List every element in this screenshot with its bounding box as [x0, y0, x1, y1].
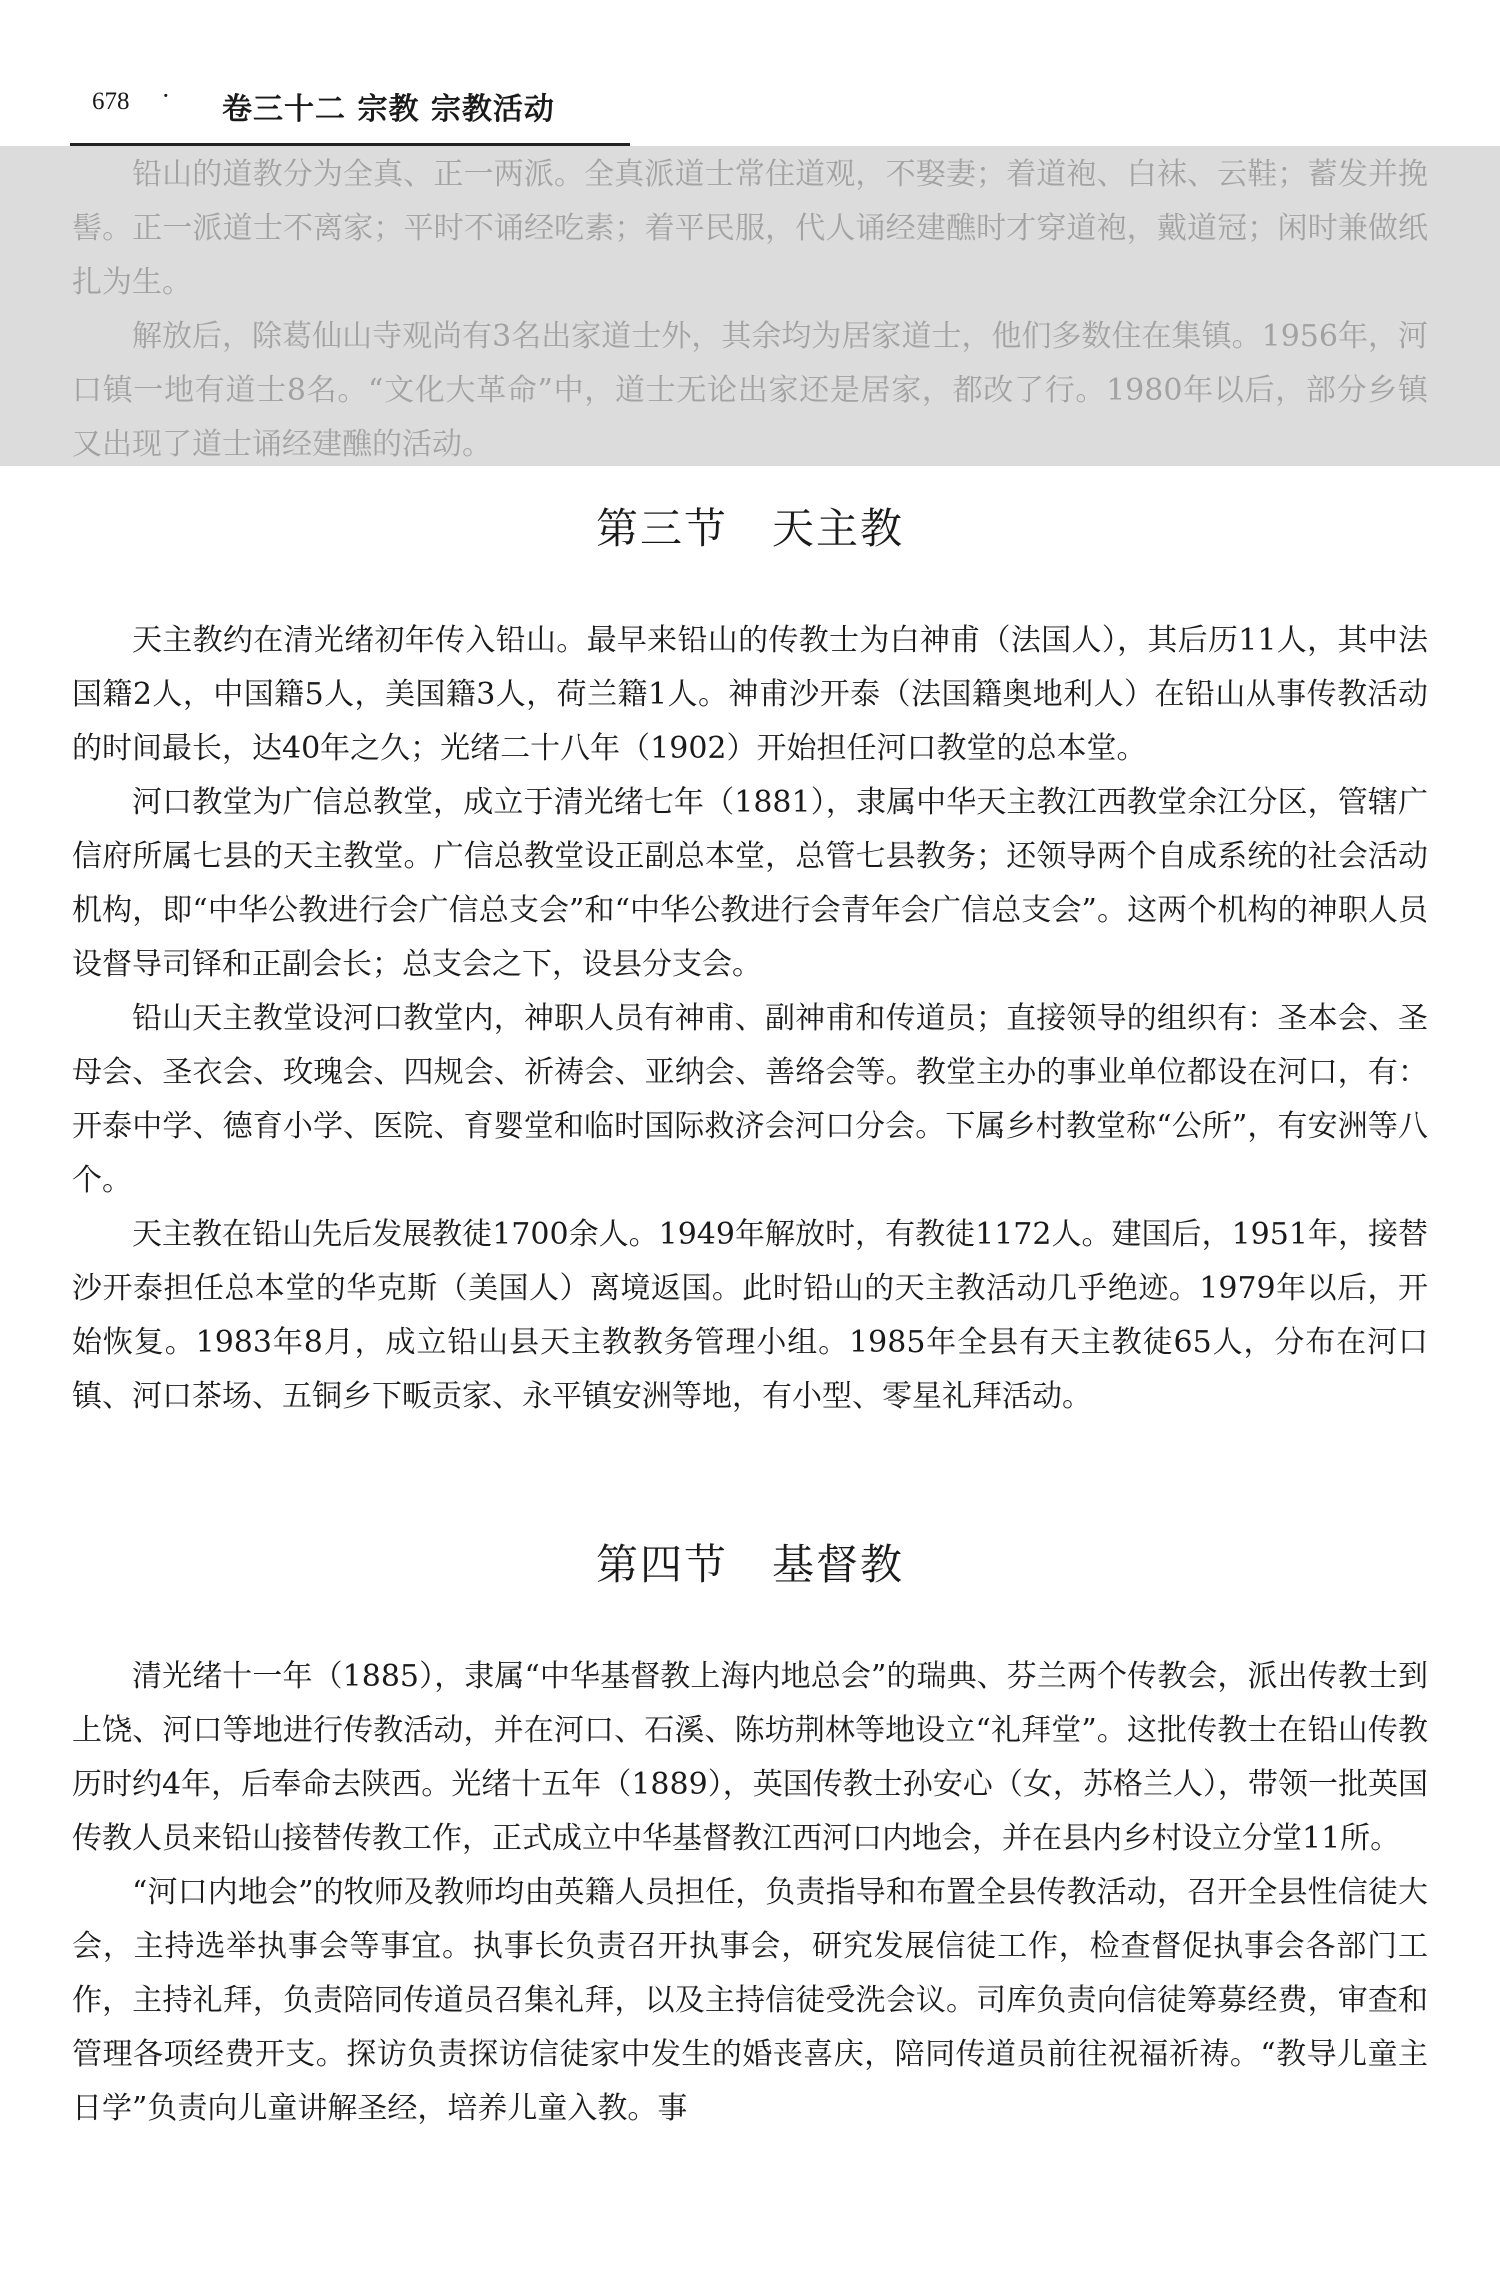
section-christianity-body [72, 1650, 1428, 2136]
page-header [70, 60, 630, 146]
paragraph: “河口内地会”的牧师及教师均由英籍人员担任，负责指导和布置全县传教活动，召开全县性信徒大会，主持选举执事会等事宜。执事长负责召开执事会，研究发展信徒工作，检查督促执事会各部门工作，主持礼拜，负责陪同传道员召集礼拜，以及主持信徒受洗会议。司库负责向信徒筹募经费，审查和管理各项经费开支。探访负责探访信徒家中发生的婚丧喜庆，陪同传道员前往祝福祈祷。“教导儿童主日学”负责向儿童讲解圣经，培养儿童入教。事 [72, 1875, 1428, 2126]
page-number: 678 [92, 88, 130, 115]
paragraph: 天主教在铅山先后发展教徒1700余人。1949年解放时，有教徒1172人。建国后，1951年，接替沙开泰担任总本堂的华克斯（美国人）离境返国。此时铅山的天主教活动几乎绝迹。1979年以后，开始恢复。1983年8月，成立铅山县天主教教务管理小组。1985年全县有天主教徒65人，分布在河口镇、河口茶场、五铜乡下畈贡家、永平镇安洲等地，有小型、零星礼拜活动。 [72, 1217, 1428, 1414]
faded-paragraph: 铅山的道教分为全真、正一两派。全真派道士常住道观，不娶妻；着道袍、白袜、云鞋；蓄发并挽髻。正一派道士不离家；平时不诵经吃素；着平民服，代人诵经建醮时才穿道袍，戴道冠；闲时兼做纸扎为生。 [72, 157, 1428, 300]
paragraph: 铅山天主教堂设河口教堂内，神职人员有神甫、副神甫和传道员；直接领导的组织有：圣本会、圣母会、圣衣会、玫瑰会、四规会、祈祷会、亚纳会、善络会等。教堂主办的事业单位都设在河口，有：开泰中学、德育小学、医院、育婴堂和临时国际救济会河口分会。下属乡村教堂称“公所”，有安洲等八个。 [72, 1001, 1428, 1198]
paragraph: 河口教堂为广信总教堂，成立于清光绪七年（1881），隶属中华天主教江西教堂余江分区，管辖广信府所属七县的天主教堂。广信总教堂设正副总本堂，总管七县教务；还领导两个自成系统的社会活动机构，即“中华公教进行会广信总支会”和“中华公教进行会青年会广信总支会”。这两个机构的神职人员设督导司铎和正副会长；总支会之下，设县分支会。 [72, 785, 1428, 982]
faded-paragraph: 解放后，除葛仙山寺观尚有3名出家道士外，其余均为居家道士，他们多数住在集镇。1956年，河口镇一地有道士8名。“文化大革命”中，道士无论出家还是居家，都改了行。1980年以后，部分乡镇又出现了道士诵经建醮的活动。 [72, 319, 1428, 462]
section-heading-catholicism: 第三节 天主教 [595, 504, 904, 553]
header-separator: · [162, 82, 170, 110]
section-catholicism-body [72, 614, 1428, 1424]
paragraph: 清光绪十一年（1885），隶属“中华基督教上海内地总会”的瑞典、芬兰两个传教会，派出传教士到上饶、河口等地进行传教活动，并在河口、石溪、陈坊荆林等地设立“礼拜堂”。这批传教士在铅山传教历时约4年，后奉命去陕西。光绪十五年（1889），英国传教士孙安心（女，苏格兰人），带领一批英国传教人员来铅山接替传教工作，正式成立中华基督教江西河口内地会，并在县内乡村设立分堂11所。 [72, 1659, 1428, 1856]
section-heading-christianity: 第四节 基督教 [595, 1540, 904, 1589]
running-title: 卷三十二 宗教 宗教活动 [222, 92, 555, 127]
faded-section [72, 148, 1428, 472]
paragraph: 天主教约在清光绪初年传入铅山。最早来铅山的传教士为白神甫（法国人），其后历11人，其中法国籍2人，中国籍5人，美国籍3人，荷兰籍1人。神甫沙开泰（法国籍奥地利人）在铅山从事传教活动的时间最长，达40年之久；光绪二十八年（1902）开始担任河口教堂的总本堂。 [72, 623, 1428, 766]
